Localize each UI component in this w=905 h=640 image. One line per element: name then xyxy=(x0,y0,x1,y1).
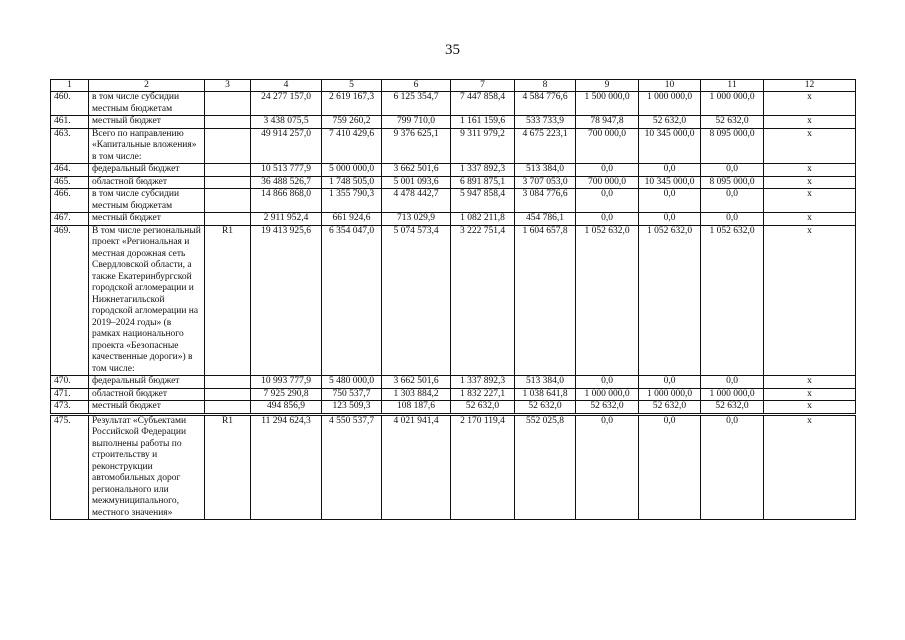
value-cell: 5 947 858,4 xyxy=(451,189,515,213)
value-cell: 1 337 892,3 xyxy=(451,376,515,389)
page-number: 35 xyxy=(445,42,460,58)
value-cell: 4 021 941,4 xyxy=(382,414,451,520)
value-cell: 4 584 776,6 xyxy=(515,92,576,116)
value-cell: 1 038 641,8 xyxy=(515,388,576,401)
row-number-cell: 475. xyxy=(51,414,89,520)
value-cell: 6 125 354,7 xyxy=(382,92,451,116)
value-cell: 700 000,0 xyxy=(576,176,639,189)
table-row xyxy=(51,213,856,226)
value-cell: 10 513 777,9 xyxy=(251,164,322,177)
value-cell: 8 095 000,0 xyxy=(701,176,764,189)
value-cell: 0,0 xyxy=(639,164,701,177)
value-cell: 52 632,0 xyxy=(515,401,576,415)
table-row xyxy=(51,92,856,116)
column-number-row xyxy=(51,80,856,92)
value-cell: 6 354 047,0 xyxy=(322,225,382,376)
value-cell: 661 924,6 xyxy=(322,213,382,226)
value-cell: 533 733,9 xyxy=(515,116,576,129)
row-name-cell: в том числе субсидии местным бюджетам xyxy=(89,92,205,116)
value-cell: 49 914 257,0 xyxy=(251,128,322,164)
column-header: 8 xyxy=(515,80,576,92)
table-row xyxy=(51,164,856,177)
value-cell: 1 355 790,3 xyxy=(322,189,382,213)
value-cell: 1 500 000,0 xyxy=(576,92,639,116)
table-row xyxy=(51,401,856,415)
value-cell: 0,0 xyxy=(576,414,639,520)
row-number-cell: 464. xyxy=(51,164,89,177)
value-cell: 52 632,0 xyxy=(576,401,639,415)
column-header: 1 xyxy=(51,80,89,92)
value-cell: 108 187,6 xyxy=(382,401,451,415)
value-cell: 3 662 501,6 xyxy=(382,376,451,389)
column-header: 5 xyxy=(322,80,382,92)
value-cell: 1 052 632,0 xyxy=(701,225,764,376)
value-cell: 1 748 505,0 xyxy=(322,176,382,189)
value-cell: 0,0 xyxy=(701,164,764,177)
column-header: 4 xyxy=(251,80,322,92)
value-cell: 0,0 xyxy=(639,189,701,213)
row-name-cell: областной бюджет xyxy=(89,176,205,189)
row-number-cell: 470. xyxy=(51,376,89,389)
value-cell: 799 710,0 xyxy=(382,116,451,129)
value-cell: 52 632,0 xyxy=(701,116,764,129)
value-cell: 494 856,9 xyxy=(251,401,322,415)
value-cell: 0,0 xyxy=(639,213,701,226)
row-name-cell: местный бюджет xyxy=(89,401,205,415)
table-body xyxy=(51,92,856,520)
value-cell: 78 947,8 xyxy=(576,116,639,129)
value-cell: 5 074 573,4 xyxy=(382,225,451,376)
value-cell: 52 632,0 xyxy=(639,116,701,129)
value-cell: 6 891 875,1 xyxy=(451,176,515,189)
value-cell: 4 675 223,1 xyxy=(515,128,576,164)
value-cell: 5 001 093,6 xyxy=(382,176,451,189)
row-code-cell xyxy=(205,164,251,177)
table-row xyxy=(51,176,856,189)
value-cell: 1 161 159,6 xyxy=(451,116,515,129)
value-cell: 2 170 119,4 xyxy=(451,414,515,520)
value-cell: 14 866 868,0 xyxy=(251,189,322,213)
value-cell: 7 447 858,4 xyxy=(451,92,515,116)
row-mark-cell: x xyxy=(764,213,856,226)
value-cell: 2 619 167,3 xyxy=(322,92,382,116)
value-cell: 0,0 xyxy=(576,213,639,226)
row-number-cell: 460. xyxy=(51,92,89,116)
row-mark-cell: x xyxy=(764,388,856,401)
value-cell: 0,0 xyxy=(576,189,639,213)
value-cell: 24 277 157,0 xyxy=(251,92,322,116)
row-name-cell: Всего по направлению «Капитальные вложения» в том числе: xyxy=(89,128,205,164)
value-cell: 4 478 442,7 xyxy=(382,189,451,213)
value-cell: 9 376 625,1 xyxy=(382,128,451,164)
value-cell: 2 911 952,4 xyxy=(251,213,322,226)
value-cell: 700 000,0 xyxy=(576,128,639,164)
row-mark-cell: x xyxy=(764,116,856,129)
value-cell: 713 029,9 xyxy=(382,213,451,226)
value-cell: 1 082 211,8 xyxy=(451,213,515,226)
value-cell: 7 925 290,8 xyxy=(251,388,322,401)
value-cell: 10 345 000,0 xyxy=(639,128,701,164)
row-mark-cell: x xyxy=(764,92,856,116)
value-cell: 52 632,0 xyxy=(701,401,764,415)
row-number-cell: 473. xyxy=(51,401,89,415)
table-row xyxy=(51,388,856,401)
value-cell: 1 000 000,0 xyxy=(701,92,764,116)
row-code-cell xyxy=(205,128,251,164)
row-code-cell: R1 xyxy=(205,414,251,520)
value-cell: 19 413 925,6 xyxy=(251,225,322,376)
value-cell: 0,0 xyxy=(576,376,639,389)
budget-table xyxy=(50,79,856,520)
value-cell: 3 662 501,6 xyxy=(382,164,451,177)
value-cell: 11 294 624,3 xyxy=(251,414,322,520)
row-name-cell: местный бюджет xyxy=(89,213,205,226)
row-code-cell xyxy=(205,376,251,389)
value-cell: 1 000 000,0 xyxy=(701,388,764,401)
value-cell: 123 509,3 xyxy=(322,401,382,415)
table-row xyxy=(51,414,856,520)
value-cell: 0,0 xyxy=(701,414,764,520)
table-row xyxy=(51,128,856,164)
value-cell: 52 632,0 xyxy=(639,401,701,415)
value-cell: 750 537,7 xyxy=(322,388,382,401)
row-mark-cell: x xyxy=(764,401,856,415)
value-cell: 1 052 632,0 xyxy=(639,225,701,376)
value-cell: 1 337 892,3 xyxy=(451,164,515,177)
column-header: 2 xyxy=(89,80,205,92)
value-cell: 513 384,0 xyxy=(515,164,576,177)
value-cell: 1 832 227,1 xyxy=(451,388,515,401)
value-cell: 8 095 000,0 xyxy=(701,128,764,164)
row-number-cell: 463. xyxy=(51,128,89,164)
value-cell: 3 438 075,5 xyxy=(251,116,322,129)
column-header: 7 xyxy=(451,80,515,92)
value-cell: 0,0 xyxy=(701,189,764,213)
value-cell: 5 480 000,0 xyxy=(322,376,382,389)
row-code-cell xyxy=(205,92,251,116)
row-mark-cell: x xyxy=(764,376,856,389)
row-mark-cell: x xyxy=(764,128,856,164)
value-cell: 0,0 xyxy=(576,164,639,177)
row-code-cell xyxy=(205,213,251,226)
row-code-cell xyxy=(205,401,251,415)
row-number-cell: 467. xyxy=(51,213,89,226)
table-row xyxy=(51,189,856,213)
column-header: 6 xyxy=(382,80,451,92)
row-name-cell: В том числе региональный проект «Региональная и местная дорожная сеть Свердловской области, а также Екатеринбургской городской агломерации и Нижнетагильской городской агломерации на 2019–2024 годы» (в рамках национального проекта «Безопасные качественные дороги») в том числе: xyxy=(89,225,205,376)
value-cell: 3 707 053,0 xyxy=(515,176,576,189)
table-row xyxy=(51,116,856,129)
column-header: 12 xyxy=(764,80,856,92)
row-code-cell xyxy=(205,116,251,129)
column-header: 3 xyxy=(205,80,251,92)
value-cell: 759 260,2 xyxy=(322,116,382,129)
table-row xyxy=(51,376,856,389)
value-cell: 0,0 xyxy=(701,376,764,389)
row-mark-cell: x xyxy=(764,164,856,177)
value-cell: 0,0 xyxy=(701,213,764,226)
row-name-cell: Результат «Субъектами Российской Федерации выполнены работы по строительству и реконструкции автомобильных дорог регионального или межмуниципального, местного значения» xyxy=(89,414,205,520)
row-mark-cell: x xyxy=(764,189,856,213)
row-number-cell: 466. xyxy=(51,189,89,213)
value-cell: 513 384,0 xyxy=(515,376,576,389)
value-cell: 1 000 000,0 xyxy=(576,388,639,401)
value-cell: 552 025,8 xyxy=(515,414,576,520)
value-cell: 3 084 776,6 xyxy=(515,189,576,213)
value-cell: 1 303 884,2 xyxy=(382,388,451,401)
value-cell: 4 550 537,7 xyxy=(322,414,382,520)
table-row xyxy=(51,225,856,376)
row-name-cell: в том числе субсидии местным бюджетам xyxy=(89,189,205,213)
column-header: 11 xyxy=(701,80,764,92)
value-cell: 36 488 526,7 xyxy=(251,176,322,189)
row-name-cell: федеральный бюджет xyxy=(89,164,205,177)
row-number-cell: 465. xyxy=(51,176,89,189)
column-header: 10 xyxy=(639,80,701,92)
value-cell: 7 410 429,6 xyxy=(322,128,382,164)
row-number-cell: 461. xyxy=(51,116,89,129)
value-cell: 10 345 000,0 xyxy=(639,176,701,189)
value-cell: 0,0 xyxy=(639,414,701,520)
row-number-cell: 471. xyxy=(51,388,89,401)
value-cell: 1 000 000,0 xyxy=(639,388,701,401)
value-cell: 10 993 777,9 xyxy=(251,376,322,389)
row-name-cell: местный бюджет xyxy=(89,116,205,129)
value-cell: 1 000 000,0 xyxy=(639,92,701,116)
column-header: 9 xyxy=(576,80,639,92)
value-cell: 454 786,1 xyxy=(515,213,576,226)
row-mark-cell: x xyxy=(764,176,856,189)
value-cell: 1 052 632,0 xyxy=(576,225,639,376)
row-mark-cell: x xyxy=(764,225,856,376)
row-number-cell: 469. xyxy=(51,225,89,376)
value-cell: 9 311 979,2 xyxy=(451,128,515,164)
value-cell: 5 000 000,0 xyxy=(322,164,382,177)
value-cell: 52 632,0 xyxy=(451,401,515,415)
value-cell: 0,0 xyxy=(639,376,701,389)
row-name-cell: областной бюджет xyxy=(89,388,205,401)
row-code-cell: R1 xyxy=(205,225,251,376)
row-mark-cell: x xyxy=(764,414,856,520)
value-cell: 3 222 751,4 xyxy=(451,225,515,376)
row-code-cell xyxy=(205,176,251,189)
row-name-cell: федеральный бюджет xyxy=(89,376,205,389)
row-code-cell xyxy=(205,189,251,213)
row-code-cell xyxy=(205,388,251,401)
value-cell: 1 604 657,8 xyxy=(515,225,576,376)
